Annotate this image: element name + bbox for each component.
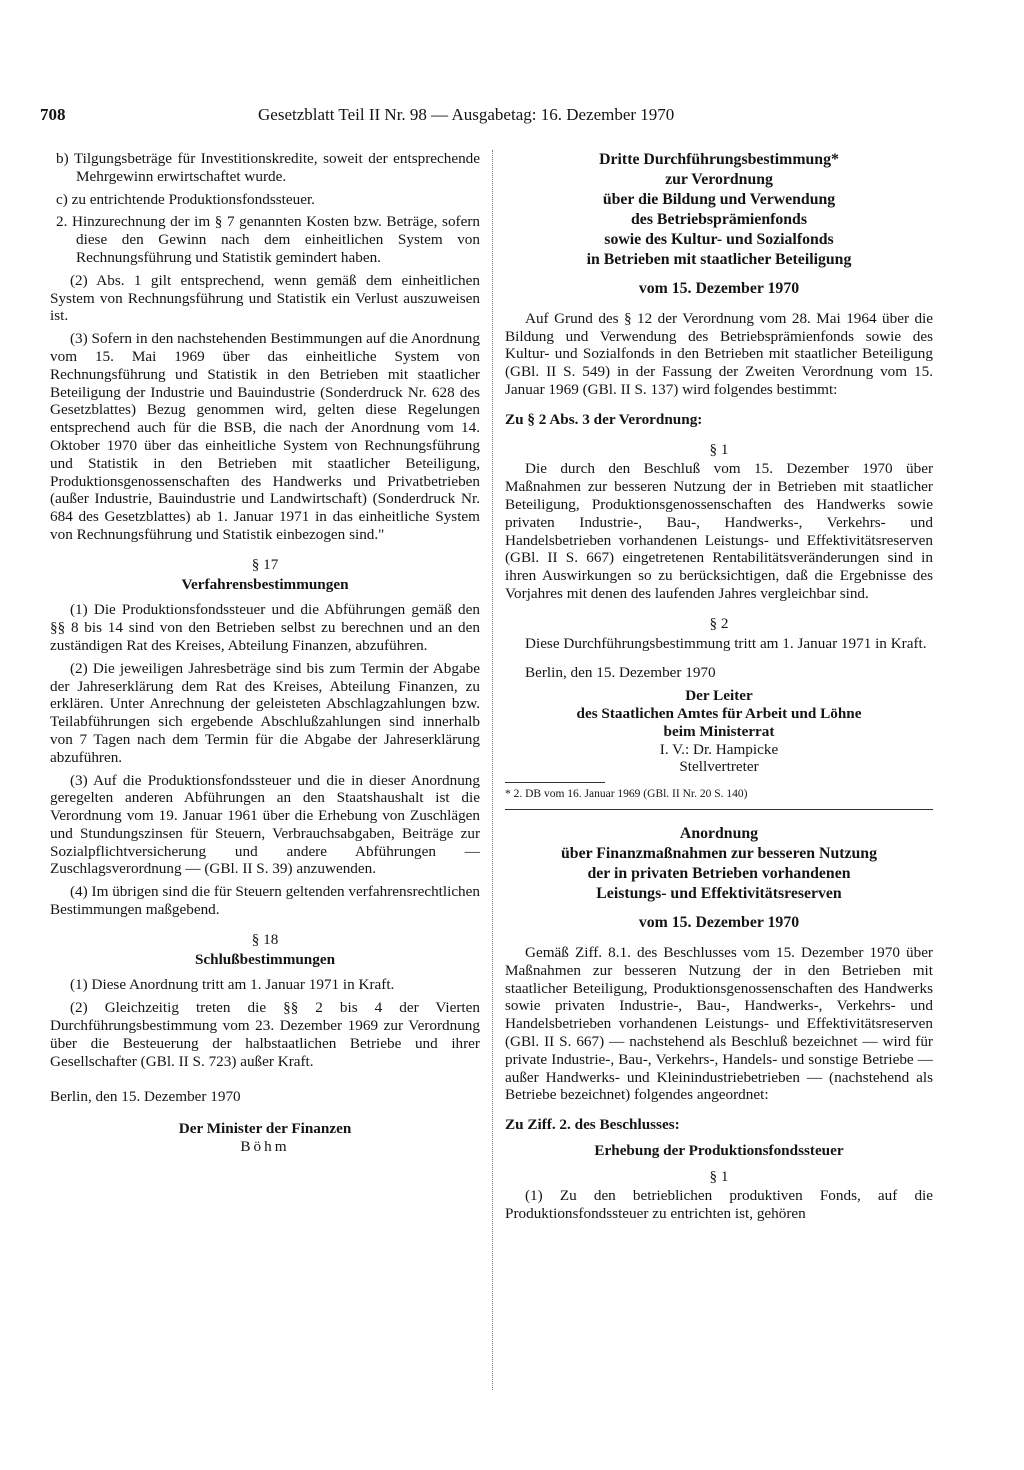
ao-title-line-1: Anordnung [679, 825, 759, 843]
db-title-line-3: über die Bildung und Verwendung [602, 191, 836, 208]
db-title-line-2: zur Verordnung [665, 171, 773, 188]
db-signature-line-2: des Staatlichen Amtes für Arbeit und Löhne [576, 704, 862, 722]
item-c: c) zu entrichtende Produktionsfondssteuer. [56, 190, 315, 208]
ao-section-1-number: § 1 [709, 1167, 729, 1185]
page-header [40, 100, 764, 130]
db-section-1-number: § 1 [709, 440, 729, 458]
db-title-line-5: sowie des Kultur- und Sozialfonds [604, 231, 834, 248]
db-date: vom 15. Dezember 1970 [638, 280, 800, 297]
ao-title-line-4: Leistungs- und Effektivitätsreserven [596, 885, 842, 903]
db-intro: Auf Grund des § 12 der Verordnung vom 28. Mai 1964 über die Bildung und Verwendung des Betriebsprämienfonds sowie des Kultur- und Sozialfonds in den Betrieben mit staatlicher Beteiligung (GBl. II S. 549) in der Fassung der Zweiten Verordnung vom 15. Januar 1969 (GBl. II S. 137) wird folgendes bestimmt: [505, 309, 933, 398]
db-signature-iv: I. V.: Dr. Hampicke [659, 740, 779, 758]
db-section-2-text: Diese Durchführungsbestimmung tritt am 1. Januar 1971 in Kraft. [525, 634, 927, 652]
ao-date: vom 15. Dezember 1970 [638, 914, 800, 932]
ao-section-1-text: (1) Zu den betrieblichen produktiven Fonds, auf die Produktionsfondssteuer zu entrichten ist, gehören [505, 1187, 933, 1223]
db-section-1-text: Die durch den Beschluß vom 15. Dezember 1970 über Maßnahmen zur besseren Nutzung der in Betrieben mit staatlicher Beteiligung, Produktionsgenossenschaften des Handwerks sowie privaten Industrie-, Bau-, Handwerks-, Verkehrs- und Handelsbetrieben vorhandenen Leistungs- und Effektivitätsreserven (GBl. II S. 667) eingetretenen Rentabilitätsveränderungen sind in ihren Auswirkungen so zu berücksichtigen, daß die Ergebnisse des Vorjahres mit denen des laufenden Jahres vergleichbar sind. [505, 460, 933, 602]
gazette-title: Gesetzblatt Teil II Nr. 98 — Ausgabetag: 16. Dezember 1970 [258, 105, 675, 124]
s17-paragraph-4: (4) Im übrigen sind die für Steuern geltenden verfahrensrechtlichen Bestimmungen maßgebend. [50, 883, 480, 919]
section-17-title: Verfahrensbestimmungen [181, 575, 349, 593]
left-signature-name: Böhm [240, 1138, 290, 1156]
left-column [50, 150, 480, 1156]
page-number: 708 [40, 105, 66, 124]
db-title-line-1: Dritte Durchführungsbestimmung* [599, 151, 839, 168]
s17-paragraph-2: (2) Die jeweiligen Jahresbeträge sind bis zum Termin der Abgabe der Jahreserklärung dem Rat des Kreises, Abteilung Finanzen, zu erklären. Unter Anrechnung der geleisteten Abschlagzahlungen bzw. Teilabführungen sich ergebende Abschlußzahlungen sind innerhalb von 7 Tagen nach dem Termin für die Abgabe der Jahreserklärung abzuführen. [50, 659, 480, 766]
section-18-number: § 18 [251, 930, 279, 948]
ao-intro: Gemäß Ziff. 8.1. des Beschlusses vom 15. Dezember 1970 über Maßnahmen zur besseren Nutzung der in den Betrieben mit staatlicher Beteiligung, Produktionsgenossenschaften des Handwerks sowie privaten Industrie-, Bau-, Handwerks-, Verkehrs- und Handelsbetrieben vorhandenen Leistungs- und Effektivitätsreserven (GBl. II S. 667) — nachstehend als Beschluß bezeichnet — wird für private Industrie-, Bau-, Verkehrs-, Handels- und sonstige Betriebe — außer Handwerks- und Kleinindustriebetrieben — (nachstehend als Betriebe bezeichnet) folgendes angeordnet: [505, 943, 933, 1104]
right-column [505, 150, 933, 1228]
db-signature-line-3: beim Ministerrat [663, 722, 775, 740]
db-signature-line-1: Der Leiter [685, 687, 753, 705]
ao-heading: Erhebung der Produktionsfondssteuer [594, 1141, 844, 1159]
column-divider [492, 150, 493, 1390]
s17-paragraph-3: (3) Auf die Produktionsfondssteuer und die in dieser Anordnung geregelten anderen Abführungen an den Staatshaushalt ist die Verordnung vom 19. Januar 1961 über die Erhebung von Zuschlägen und Stundungszinsen für Steuern, Verbrauchsabgaben, Beiträge zur Sozialpflichtversicherung und andere Abführungen — Zuschlagsverordnung — (GBl. II S. 39) anzuwenden. [50, 771, 480, 878]
item-2: 2. Hinzurechnung der im § 7 genannten Kosten bzw. Beträge, sofern diese den Gewinn nach dem einheitlichen System von Rechnungsführung und Statistik gemindert haben. [56, 213, 480, 266]
db-reference: Zu § 2 Abs. 3 der Verordnung: [505, 410, 703, 428]
db-title-line-6: in Betrieben mit staatlicher Beteiligung [586, 251, 852, 268]
ao-reference: Zu Ziff. 2. des Beschlusses: [505, 1116, 680, 1134]
paragraph-abs2: (2) Abs. 1 gilt entsprechend, wenn gemäß dem einheitlichen System von Rechnungsführung und Statistik ein Verlust auszuweisen ist. [50, 271, 480, 325]
left-place-date: Berlin, den 15. Dezember 1970 [50, 1088, 241, 1106]
db-title-line-4: des Betriebsprämienfonds [631, 211, 807, 228]
db-section-2-number: § 2 [709, 614, 729, 632]
item-b: b) Tilgungsbeträge für Investitionskredite, soweit der entsprechende Mehrgewinn erwirtschaftet wurde. [56, 150, 480, 185]
section-separator [505, 809, 933, 810]
footnote-rule [505, 782, 605, 783]
left-signature-role: Der Minister der Finanzen [178, 1120, 352, 1138]
ao-title-line-3: der in privaten Betrieben vorhandenen [587, 865, 851, 883]
s18-paragraph-2: (2) Gleichzeitig treten die §§ 2 bis 4 der Vierten Durchführungsbestimmung vom 23. Dezember 1969 zur Verordnung über die Besteuerung der halbstaatlichen Betriebe und ihrer Gesellschafter (GBl. II S. 723) außer Kraft. [50, 999, 480, 1070]
ao-title-line-2: über Finanzmaßnahmen zur besseren Nutzung [561, 845, 877, 863]
footnote: * 2. DB vom 16. Januar 1969 (GBl. II Nr. 20 S. 140) [505, 788, 748, 801]
paragraph-abs3: (3) Sofern in den nachstehenden Bestimmungen auf die Anordnung vom 15. Mai 1969 über das einheitliche System von Rechnungsführung und Statistik in den Betrieben mit staatlicher Beteiligung der Industrie und Bauindustrie (Sonderdruck Nr. 628 des Gesetzblattes) Bezug genommen wird, gelten diese Regelungen entsprechend auch für die BSB, die nach der Anordnung vom 14. Oktober 1970 über das einheitliche System von Rechnungsführung und Statistik in den Betrieben mit staatlicher Beteiligung, Produktionsgenossenschaften des Handwerks und Privatbetrieben (außer Industrie, Bauindustrie und Landwirtschaft) (Sonderdruck Nr. 684 des Gesetzblattes) ab 1. Januar 1971 in das einheitliche System von Rechnungsführung und Statistik einbezogen sind." [50, 330, 480, 543]
s18-paragraph-1: (1) Diese Anordnung tritt am 1. Januar 1971 in Kraft. [70, 976, 395, 994]
s17-paragraph-1: (1) Die Produktionsfondssteuer und die Abführungen gemäß den §§ 8 bis 14 sind von den Betrieben selbst zu berechnen und an den zuständigen Rat des Kreises, Abteilung Finanzen, abzuführen. [50, 601, 480, 654]
section-18-title: Schlußbestimmungen [194, 950, 336, 968]
db-signature-representative: Stellvertreter [679, 758, 759, 776]
section-17-number: § 17 [251, 555, 279, 573]
db-place-date: Berlin, den 15. Dezember 1970 [525, 664, 716, 682]
